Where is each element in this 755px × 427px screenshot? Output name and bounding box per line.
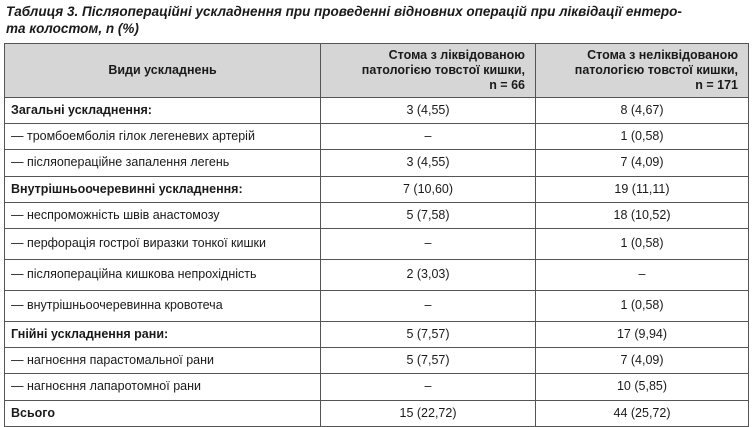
row-value-not-liquidated: 19 (11,11) <box>536 176 749 202</box>
row-value-liquidated: 5 (7,57) <box>321 348 536 374</box>
row-value-not-liquidated: 7 (4,09) <box>536 348 749 374</box>
row-value-liquidated: 5 (7,58) <box>321 202 536 228</box>
table-row <box>5 259 749 290</box>
row-value-not-liquidated: 44 (25,72) <box>536 400 749 426</box>
row-label: Всього <box>5 400 321 426</box>
table-row <box>5 202 749 228</box>
complications-table <box>4 43 749 427</box>
table-row <box>5 176 749 202</box>
row-value-liquidated: – <box>321 124 536 150</box>
row-label: — неспроможність швів анастомозу <box>5 202 321 228</box>
row-value-liquidated: 2 (3,03) <box>321 259 536 290</box>
table-row <box>5 348 749 374</box>
table-row <box>5 98 749 124</box>
table-body <box>5 98 749 427</box>
table-row <box>5 290 749 321</box>
row-value-not-liquidated: 8 (4,67) <box>536 98 749 124</box>
row-value-liquidated: – <box>321 290 536 321</box>
row-value-liquidated: 15 (22,72) <box>321 400 536 426</box>
row-label: — нагноєння парастомальної рани <box>5 348 321 374</box>
row-value-not-liquidated: 17 (9,94) <box>536 321 749 347</box>
row-value-liquidated: 7 (10,60) <box>321 176 536 202</box>
header-line: патологією товстої кишки, <box>361 63 525 77</box>
row-value-not-liquidated: – <box>536 259 749 290</box>
table-row <box>5 228 749 259</box>
header-stoma-not-liquidated <box>536 44 749 98</box>
row-label: — внутрішньоочеревинна кровотеча <box>5 290 321 321</box>
row-value-not-liquidated: 18 (10,52) <box>536 202 749 228</box>
row-label: — післяопераційне запалення легень <box>5 150 321 176</box>
header-line: Стома з ліквідованою <box>388 48 525 62</box>
row-value-not-liquidated: 10 (5,85) <box>536 374 749 400</box>
header-stoma-liquidated <box>321 44 536 98</box>
header-complication-types: Види ускладнень <box>5 44 321 98</box>
row-label: — перфорація гострої виразки тонкої кишки <box>5 228 321 259</box>
table-row <box>5 321 749 347</box>
table-row <box>5 150 749 176</box>
row-value-not-liquidated: 7 (4,09) <box>536 150 749 176</box>
row-label: Внутрішньоочеревинні ускладнення: <box>5 176 321 202</box>
row-value-not-liquidated: 1 (0,58) <box>536 290 749 321</box>
table-row <box>5 124 749 150</box>
table-caption <box>6 3 746 37</box>
table-row <box>5 400 749 426</box>
row-label: Гнійні ускладнення рани: <box>5 321 321 347</box>
header-line: n = 171 <box>695 78 738 92</box>
table-header-row <box>5 44 749 98</box>
row-label: — післяопераційна кишкова непрохідність <box>5 259 321 290</box>
row-value-not-liquidated: 1 (0,58) <box>536 124 749 150</box>
row-label: — нагноєння лапаротомної рани <box>5 374 321 400</box>
table-row <box>5 374 749 400</box>
row-value-liquidated: – <box>321 228 536 259</box>
row-label: — тромбоемболія гілок легеневих артерій <box>5 124 321 150</box>
header-line: патологією товстої кишки, <box>574 63 738 77</box>
row-value-not-liquidated: 1 (0,58) <box>536 228 749 259</box>
row-value-liquidated: – <box>321 374 536 400</box>
row-value-liquidated: 3 (4,55) <box>321 98 536 124</box>
caption-line-2: та колостом, n (%) <box>6 21 139 36</box>
header-line: n = 66 <box>489 78 525 92</box>
row-value-liquidated: 5 (7,57) <box>321 321 536 347</box>
row-label: Загальні ускладнення: <box>5 98 321 124</box>
caption-line-1: Таблиця 3. Післяопераційні ускладнення при проведенні відновних операцій при ліквідації ентеро- <box>6 4 682 19</box>
row-value-liquidated: 3 (4,55) <box>321 150 536 176</box>
header-line: Стома з неліквідованою <box>587 48 738 62</box>
